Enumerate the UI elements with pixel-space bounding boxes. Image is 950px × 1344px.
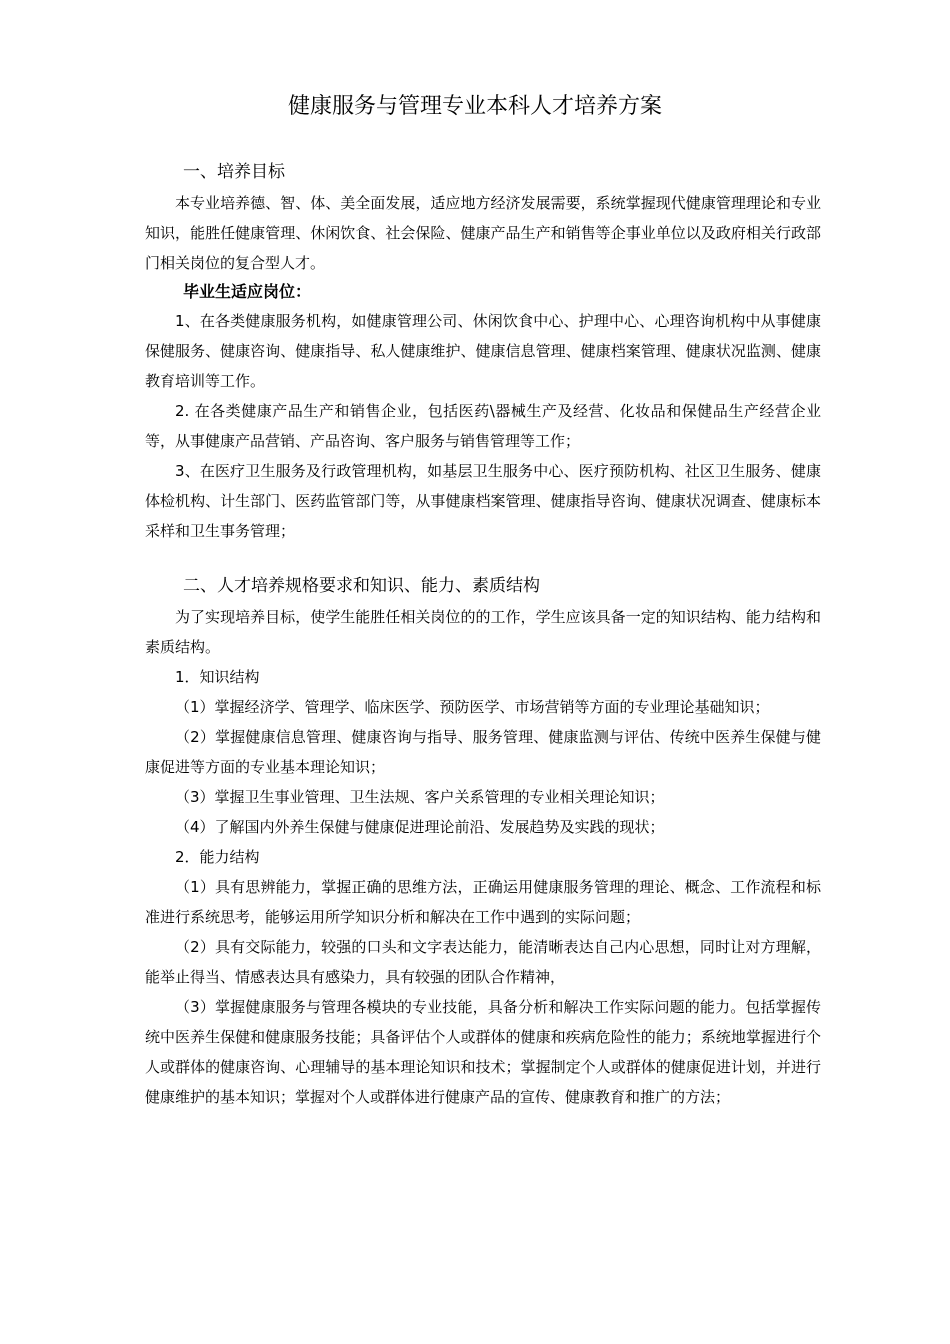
ability-item: （2）具有交际能力，较强的口头和文字表达能力，能清晰表达自己内心思想，同时让对方理解，能举止得当、情感表达具有感染力，具有较强的团队合作精神， (145, 938, 821, 986)
post-item: 1、在各类健康服务机构，如健康管理公司、休闲饮食中心、护理中心、心理咨询机构中从事健康保健服务、健康咨询、健康指导、私人健康维护、健康信息管理、健康档案管理、健康状况监测、健康教育培训等工作。 (145, 312, 821, 390)
ability-item: （3）掌握健康服务与管理各模块的专业技能，具备分析和解决工作实际问题的能力。包括掌握传统中医养生保健和健康服务技能；具备评估个人或群体的健康和疾病危险性的能力；系统地掌握进行个人或群体的健康咨询、心理辅导的基本理论知识和技术；掌握制定个人或群体的健康促进计划，并进行健康维护的基本知识；掌握对个人或群体进行健康产品的宣传、健康教育和推广的方法； (145, 998, 821, 1106)
section-heading-training-goals: 一、培养目标 (183, 162, 285, 182)
subheading-knowledge: 1．知识结构 (175, 668, 260, 686)
ability-item: （1）具有思辨能力，掌握正确的思维方法，正确运用健康服务管理的理论、概念、工作流程和标准进行系统思考，能够运用所学知识分析和解决在工作中遇到的实际问题； (145, 878, 821, 926)
post-item: 3、在医疗卫生服务及行政管理机构，如基层卫生服务中心、医疗预防机构、社区卫生服务、健康体检机构、计生部门、医药监管部门等，从事健康档案管理、健康指导咨询、健康状况调查、健康标本采样和卫生事务管理； (145, 462, 821, 540)
knowledge-item: （3）掌握卫生事业管理、卫生法规、客户关系管理的专业相关理论知识； (175, 788, 665, 806)
section-spacer (145, 546, 821, 570)
section-heading-requirements: 二、人才培养规格要求和知识、能力、素质结构 (183, 576, 540, 596)
subheading-ability: 2．能力结构 (175, 848, 260, 866)
paragraph-requirements-intro: 为了实现培养目标，使学生能胜任相关岗位的的工作，学生应该具备一定的知识结构、能力结构和素质结构。 (145, 608, 821, 656)
document-title: 健康服务与管理专业本科人才培养方案 (287, 94, 662, 119)
subheading-graduate-posts: 毕业生适应岗位： (183, 282, 312, 301)
post-item: 2. 在各类健康产品生产和销售企业，包括医药\器械生产及经营、化妆品和保健品生产经营企业等，从事健康产品营销、产品咨询、客户服务与销售管理等工作； (145, 402, 821, 450)
document-body (145, 156, 821, 1112)
knowledge-item: （2）掌握健康信息管理、健康咨询与指导、服务管理、健康监测与评估、传统中医养生保健与健康促进等方面的专业基本理论知识； (145, 728, 821, 776)
knowledge-item: （4）了解国内外养生保健与健康促进理论前沿、发展趋势及实践的现状； (175, 818, 665, 836)
paragraph-training-goals: 本专业培养德、智、体、美全面发展，适应地方经济发展需要，系统掌握现代健康管理理论和专业知识，能胜任健康管理、休闲饮食、社会保险、健康产品生产和销售等企事业单位以及政府相关行政部门相关岗位的复合型人才。 (145, 194, 821, 272)
knowledge-item: （1）掌握经济学、管理学、临床医学、预防医学、市场营销等方面的专业理论基础知识； (175, 698, 770, 716)
